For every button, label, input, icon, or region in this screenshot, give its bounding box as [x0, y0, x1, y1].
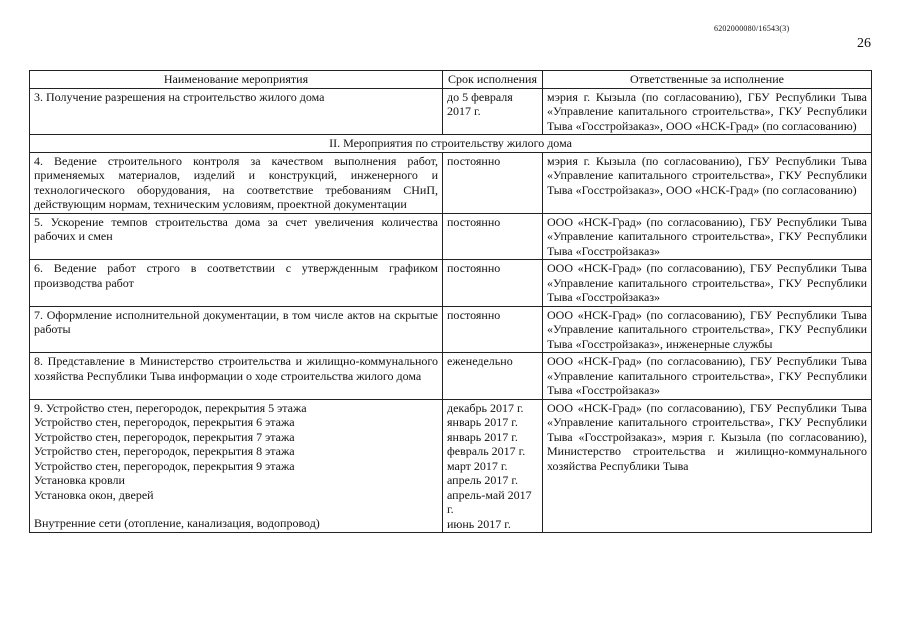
section-header-row — [30, 135, 872, 153]
measure-name: 3. Получение разрешения на строительство жилого дома — [30, 88, 443, 135]
sub-item: 9. Устройство стен, перегородок, перекрытия 5 этажа — [34, 400, 307, 415]
measure-responsible: мэрия г. Кызыла (по согласованию), ГБУ Республики Тыва «Управление капитального строительства», ГКУ Республики Тыва «Госстройзаказ», ООО «НСК-Град» (по согласованию) — [543, 152, 872, 213]
sub-item: Установка кровли — [34, 473, 125, 487]
table-row — [30, 353, 872, 400]
measure-name: 8. Представление в Министерство строительства и жилищно-коммунального хозяйства Республики Тыва информации о ходе строительства жилого дома — [30, 353, 443, 400]
table-row — [30, 213, 872, 260]
measure-responsible: ООО «НСК-Град» (по согласованию), ГБУ Республики Тыва «Управление капитального строительства», ГКУ Республики Тыва «Госстройзаказ», инженерные службы — [543, 306, 872, 353]
measure-term-list — [443, 399, 543, 533]
sub-term: март 2017 г. — [447, 458, 508, 473]
sub-item: Устройство стен, перегородок, перекрытия 6 этажа — [34, 415, 295, 429]
page-number: 26 — [857, 36, 871, 51]
measure-name: 7. Оформление исполнительной документации, в том числе актов на скрытые работы — [30, 306, 443, 353]
document-id: 6202000080/16543(3) — [714, 24, 790, 33]
sub-term: декабрь 2017 г. — [447, 400, 524, 415]
measure-term: до 5 февраля 2017 г. — [443, 88, 543, 135]
table-row — [30, 152, 872, 213]
table-header-row — [30, 71, 872, 89]
measure-term: еженедельно — [443, 353, 543, 400]
measure-responsible: ООО «НСК-Град» (по согласованию), ГБУ Республики Тыва «Управление капитального строительства», ГКУ Республики Тыва «Госстройзаказ» — [543, 260, 872, 307]
column-header-name: Наименование мероприятия — [30, 71, 443, 89]
measure-name: 4. Ведение строительного контроля за качеством выполнения работ, применяемых материалов, изделий и конструкций, инженерного и технологического оборудования, на соответствие требованиям СНиП, действующим нормам, техническим условиям, проектной документации — [30, 152, 443, 213]
sub-item: Установка окон, дверей — [34, 487, 154, 502]
measure-name: 5. Ускорение темпов строительства дома за счет увеличения количества рабочих и смен — [30, 213, 443, 260]
measure-term: постоянно — [443, 260, 543, 307]
measure-term: постоянно — [443, 306, 543, 353]
measure-responsible: ООО «НСК-Град» (по согласованию), ГБУ Республики Тыва «Управление капитального строительства», ГКУ Республики Тыва «Госстройзаказ» — [543, 353, 872, 400]
measure-responsible: ООО «НСК-Град» (по согласованию), ГБУ Республики Тыва «Управление капитального строительства», ГКУ Республики Тыва «Госстройзаказ» — [543, 213, 872, 260]
section-title: II. Мероприятия по строительству жилого дома — [30, 135, 872, 153]
sub-term: апрель-май 2017 г. — [447, 487, 532, 516]
measure-term: постоянно — [443, 152, 543, 213]
sub-term: апрель 2017 г. — [447, 473, 518, 487]
measure-responsible: мэрия г. Кызыла (по согласованию), ГБУ Республики Тыва «Управление капитального строительства», ГКУ Республики Тыва «Госстройзаказ», ООО «НСК-Град» (по согласованию) — [543, 88, 872, 135]
measure-term: постоянно — [443, 213, 543, 260]
sub-item: Устройство стен, перегородок, перекрытия 9 этажа — [34, 458, 295, 473]
measure-name: 6. Ведение работ строго в соответствии с утвержденным графиком производства работ — [30, 260, 443, 307]
column-header-term: Срок исполнения — [443, 71, 543, 89]
table-row — [30, 306, 872, 353]
measure-responsible: ООО «НСК-Град» (по согласованию), ГБУ Республики Тыва «Управление капитального строительства», ГКУ Республики Тыва «Госстройзаказ», мэрия г. Кызыла (по согласованию), Министерство строительства и жилищно-коммунального хозяйства Республики Тыва — [543, 399, 872, 533]
sub-item: Устройство стен, перегородок, перекрытия 7 этажа — [34, 429, 295, 444]
table-row — [30, 88, 872, 135]
sub-term: февраль 2017 г. — [447, 444, 526, 458]
measure-name-list — [30, 399, 443, 533]
sub-term: январь 2017 г. — [447, 415, 518, 429]
sub-item: Устройство стен, перегородок, перекрытия 8 этажа — [34, 444, 295, 458]
sub-term: июнь 2017 г. — [447, 516, 511, 531]
table-row — [30, 260, 872, 307]
measures-table — [29, 70, 872, 533]
table-row — [30, 399, 872, 533]
sub-item: Внутренние сети (отопление, канализация, водопровод) — [34, 516, 320, 530]
sub-term: январь 2017 г. — [447, 429, 518, 444]
column-header-responsible: Ответственные за исполнение — [543, 71, 872, 89]
